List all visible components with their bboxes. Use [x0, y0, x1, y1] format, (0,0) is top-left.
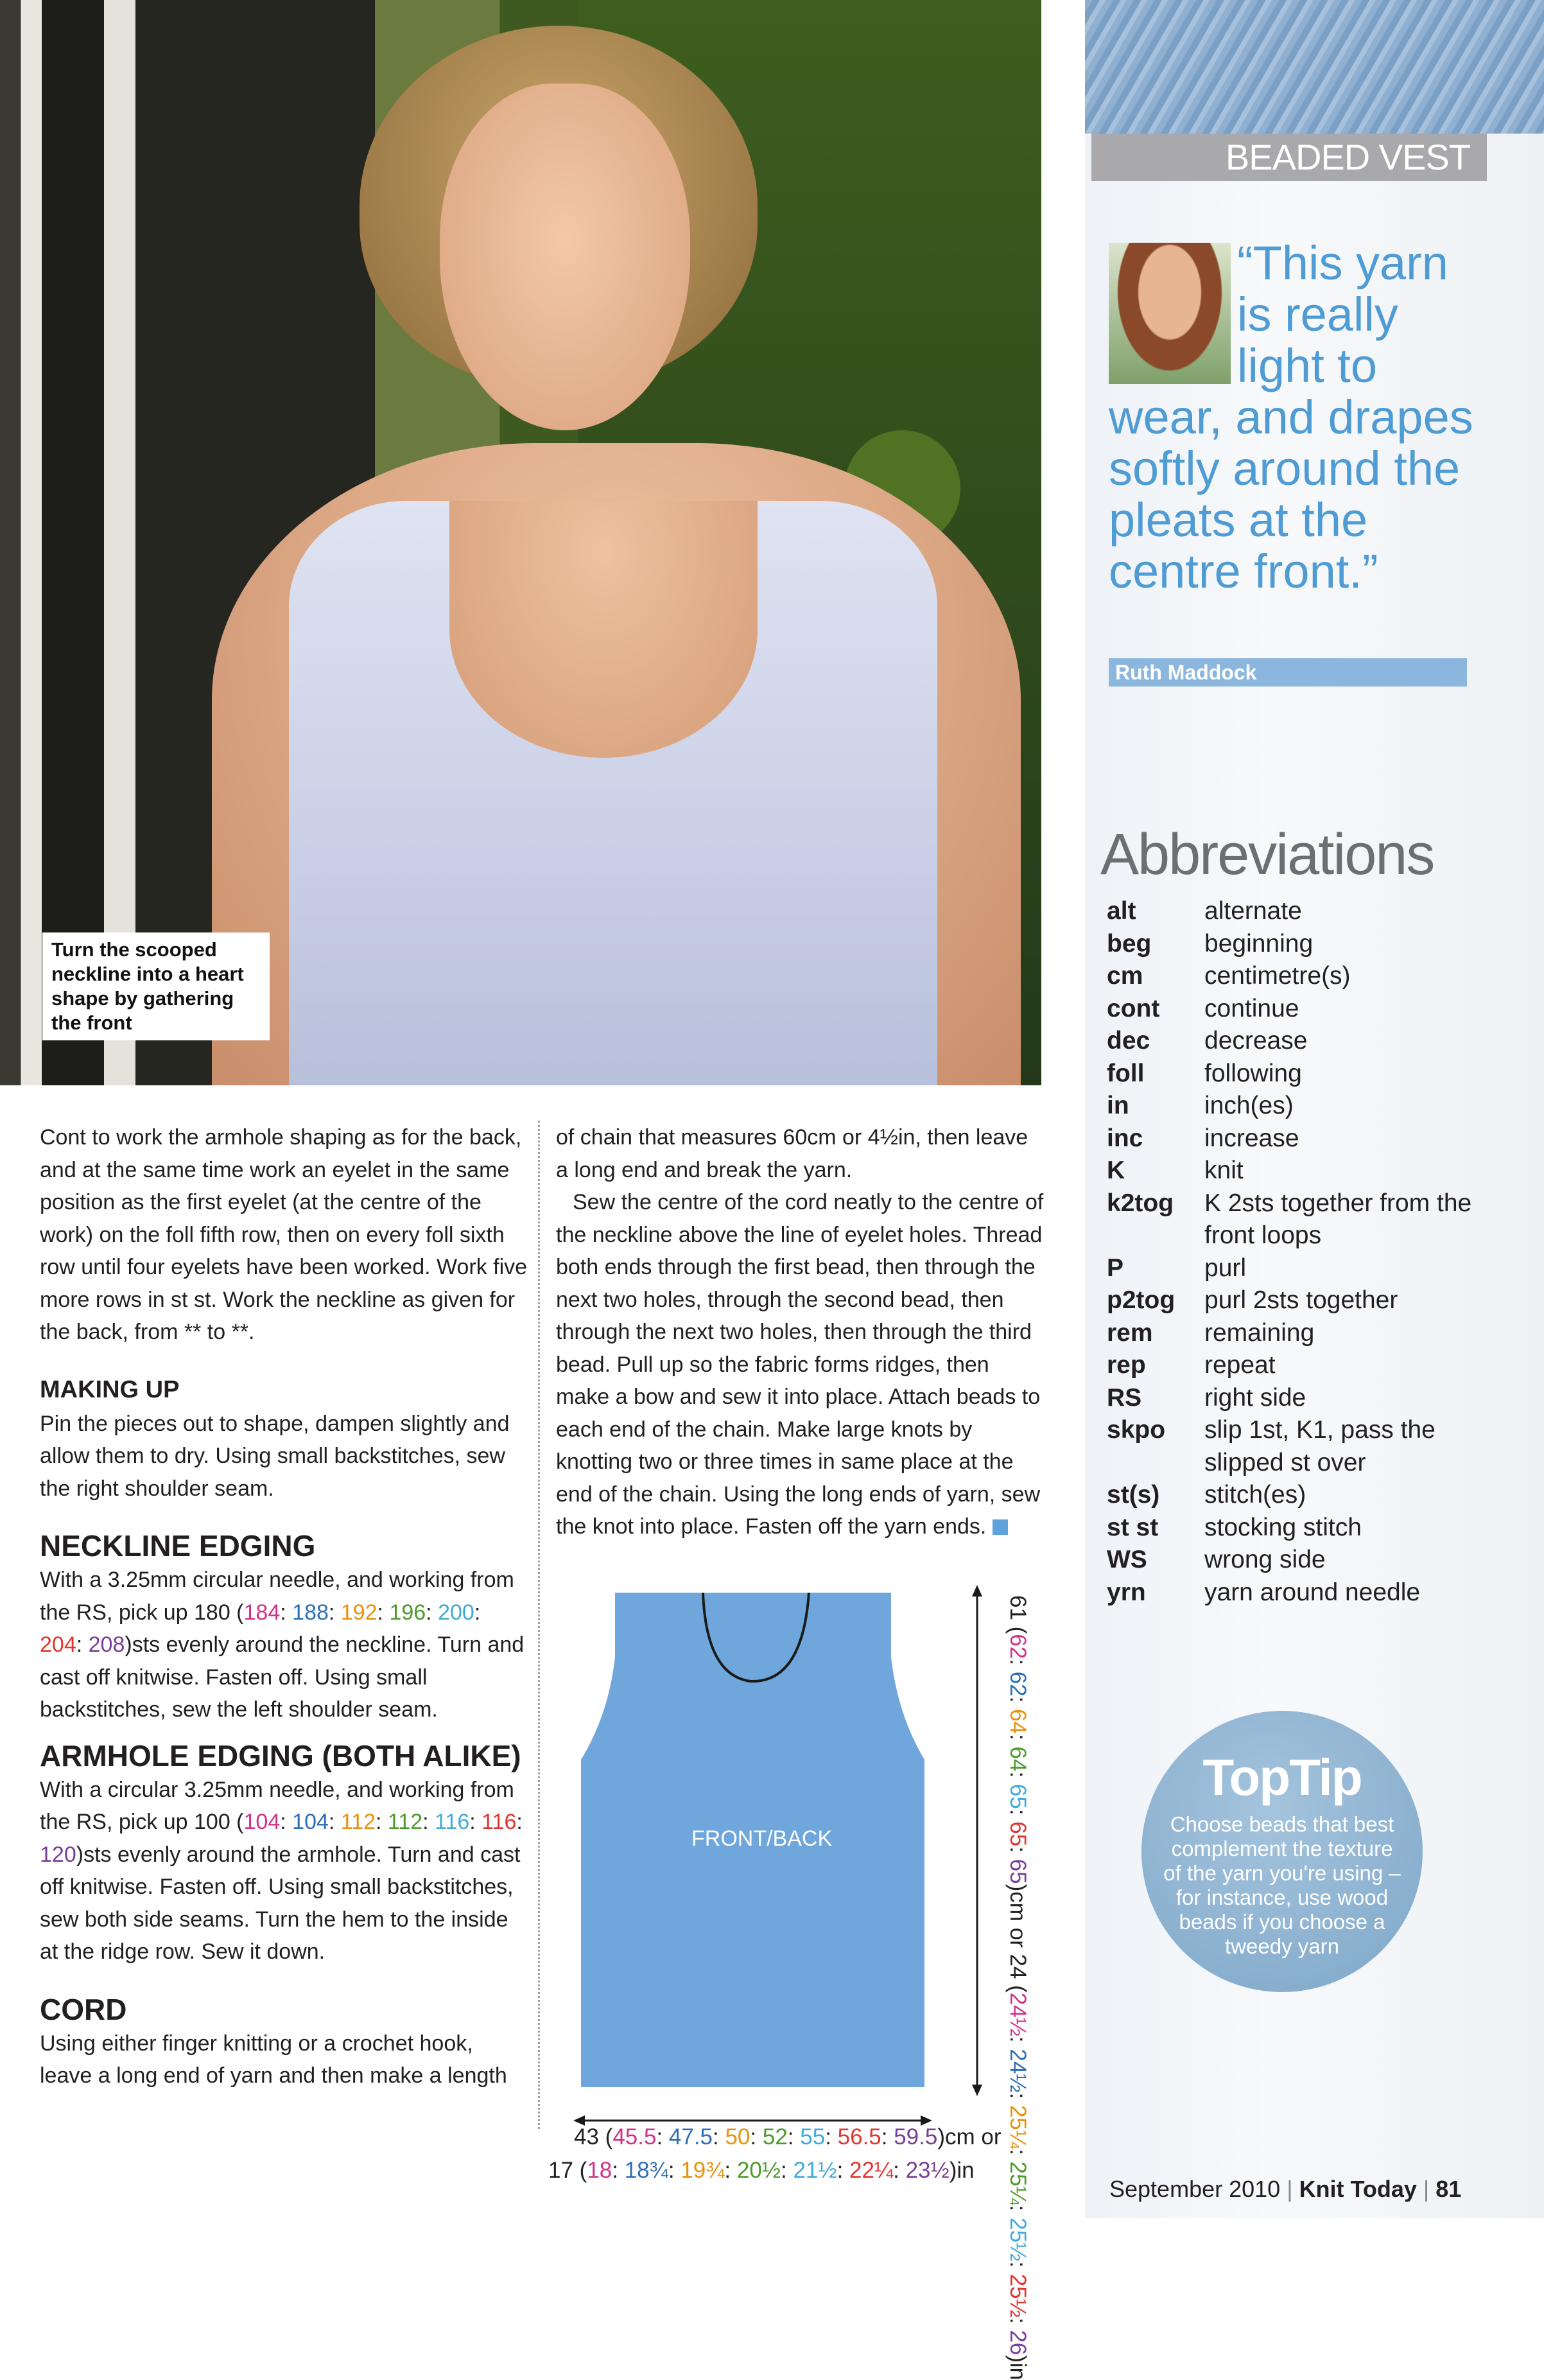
abbreviation-row: [1107, 1252, 1492, 1285]
end-mark-icon: [993, 1519, 1008, 1535]
abbreviation-row: [1107, 1025, 1492, 1058]
top-tip-title: TopTip: [1202, 1749, 1362, 1806]
quote-text: “This yarn is really light to wear, and drapes softly around the pleats at the centre front.”: [1109, 236, 1473, 598]
footer-page-number: 81: [1436, 2176, 1462, 2202]
abbreviation-term: K: [1107, 1157, 1125, 1184]
column-divider: [538, 1121, 540, 2129]
abbreviation-meaning: repeat: [1204, 1351, 1276, 1379]
abbreviation-meaning: stocking stitch: [1204, 1513, 1362, 1541]
photo-caption: Turn the scooped neckline into a heart shape by gathering the front: [42, 932, 270, 1040]
cord-heading: CORD: [40, 1992, 127, 2026]
width-measurement-in: 17 (18: 18¾: 19¾: 20½: 21½: 22¼: 23½)in: [548, 2158, 975, 2183]
abbreviation-meaning: continue: [1204, 994, 1299, 1022]
width-measurement-cm: 43 (45.5: 47.5: 50: 52: 55: 56.5: 59.5)cm or: [574, 2124, 1002, 2149]
abbreviation-term: P: [1107, 1254, 1124, 1282]
abbreviation-meaning: purl: [1204, 1254, 1247, 1282]
abbreviation-row: [1107, 1512, 1492, 1544]
abbreviation-row: [1107, 1414, 1492, 1479]
model-figure: [212, 141, 1021, 1085]
abbreviation-row: [1107, 1317, 1492, 1350]
abbreviation-term: RS: [1107, 1383, 1142, 1412]
top-tip-body: Choose beads that best complement the texture of the yarn you're using – for instance, use wood beads if you choose a tweedy yarn: [1163, 1812, 1401, 1958]
vest-neckline: [449, 501, 758, 758]
abbreviation-row: [1107, 1479, 1492, 1512]
yarn-photo: [1085, 0, 1544, 134]
intro-paragraph: Cont to work the armhole shaping as for the back, and at the same time work an eyelet in the same position as the first eyelet (at the centre of the work) on the foll fifth row, then on every foll sixth row until four eyelets have been worked. Work five more rows in st st. Work the neckline as given for the back, from ** to **.: [40, 1125, 528, 1344]
height-measurement: 61 (62: 62: 64: 64: 65: 65: 65)cm or 24 (24½: 24½: 25¼: 25¼: 25½: 25½: 26)in: [1005, 1595, 1030, 2380]
footer-magazine: Knit Today: [1299, 2176, 1417, 2202]
abbreviation-row: [1107, 895, 1492, 928]
making-up-heading: MAKING UP: [40, 1376, 180, 1403]
abbreviation-meaning: decrease: [1204, 1027, 1308, 1054]
cord-paragraph: Using either finger knitting or a crochet hook, leave a long end of yarn and then make a length: [40, 2031, 507, 2088]
abbreviation-term: cont: [1107, 994, 1160, 1022]
abbreviation-meaning: inch(es): [1204, 1092, 1294, 1119]
section-tag: BEADED VEST: [1091, 134, 1487, 181]
abbreviation-meaning: right side: [1204, 1383, 1306, 1412]
quote-author: Ruth Maddock: [1109, 658, 1467, 687]
abbreviation-term: inc: [1107, 1124, 1143, 1152]
abbreviation-meaning: stitch(es): [1204, 1481, 1306, 1509]
abbreviation-meaning: alternate: [1204, 897, 1302, 925]
abbreviation-term: alt: [1107, 897, 1136, 925]
abbreviation-term: st(s): [1107, 1481, 1160, 1509]
abbreviation-meaning: purl 2sts together: [1204, 1286, 1398, 1314]
schematic-diagram: [546, 1567, 1046, 2380]
abbreviation-row: [1107, 1349, 1492, 1382]
abbreviation-row: [1107, 1577, 1492, 1609]
abbreviations-title: Abbreviations: [1100, 823, 1434, 887]
neckline-edging-heading: NECKLINE EDGING: [40, 1529, 316, 1562]
abbreviation-meaning: remaining: [1204, 1318, 1315, 1347]
finishing-paragraph: Sew the centre of the cord neatly to the centre of the neckline above the line of eyelet holes. Thread both ends through the first bead, then through the next two holes, through the second bead, then through the next two holes, then through the third bead. Pull up so the fabric forms ridges, then make a bow and sew it into place. Attach beads to each end of the chain. Make large knots by knotting two or three times in same place at the end of the chain. Using the long ends of yarn, sew the knot into place. Fasten off the yarn ends.: [556, 1190, 1044, 1539]
hero-photo: [0, 0, 1041, 1085]
abbreviation-row: [1107, 960, 1492, 993]
abbreviation-term: dec: [1107, 1027, 1150, 1054]
model-face: [440, 83, 690, 430]
abbreviation-term: in: [1107, 1092, 1129, 1119]
abbreviation-meaning: centimetre(s): [1204, 962, 1351, 990]
author-portrait: [1109, 243, 1231, 384]
abbreviation-term: yrn: [1107, 1578, 1146, 1606]
page-footer: September 2010 | Knit Today | 81: [1109, 2176, 1462, 2202]
panel-label: FRONT/BACK: [691, 1826, 833, 1851]
abbreviation-row: [1107, 993, 1492, 1026]
armhole-edging-heading: ARMHOLE EDGING (BOTH ALIKE): [40, 1738, 521, 1772]
text-column-right: [556, 1121, 1044, 1543]
top-tip-badge: [1141, 1711, 1423, 1992]
abbreviation-term: skpo: [1107, 1416, 1166, 1444]
abbreviation-term: foll: [1107, 1059, 1145, 1087]
abbreviation-term: WS: [1107, 1546, 1147, 1573]
abbreviation-meaning: wrong side: [1204, 1546, 1326, 1573]
abbreviation-term: k2tog: [1107, 1189, 1174, 1217]
abbreviation-meaning: increase: [1204, 1124, 1299, 1152]
abbreviation-row: [1107, 1155, 1492, 1187]
abbreviation-row: [1107, 1187, 1492, 1252]
abbreviation-row: [1107, 1090, 1492, 1123]
abbreviation-row: [1107, 1123, 1492, 1155]
neckline-edging-paragraph: With a 3.25mm circular needle, and working from the RS, pick up 180 (184: 188: 192: 196: 200: 204: 208)sts evenly around the neckline. Turn and cast off knitwise. Fasten off. Using small backstitches, sew the left shoulder seam.: [40, 1568, 525, 1722]
abbreviation-term: p2tog: [1107, 1286, 1175, 1314]
abbreviation-meaning: K 2sts together from the front loops: [1204, 1189, 1472, 1249]
abbreviation-term: st st: [1107, 1513, 1159, 1541]
abbreviation-meaning: beginning: [1204, 929, 1314, 958]
abbreviation-term: rep: [1107, 1351, 1146, 1379]
footer-date: September 2010: [1109, 2176, 1281, 2202]
armhole-edging-paragraph: With a circular 3.25mm needle, and working from the RS, pick up 100 (104: 104: 112: 112: 116: 116: 120)sts evenly around the armhole. Turn and cast off knitwise. Fasten off. Using small backstitches, sew both side seams. Turn the hem to the inside at the ridge row. Sew it down.: [40, 1777, 523, 1964]
abbreviation-term: cm: [1107, 962, 1143, 990]
abbreviation-meaning: following: [1204, 1059, 1302, 1087]
abbreviation-row: [1107, 1284, 1492, 1317]
abbreviations-list: [1107, 895, 1492, 1609]
abbreviation-term: beg: [1107, 929, 1152, 958]
abbreviation-row: [1107, 1382, 1492, 1415]
abbreviation-term: rem: [1107, 1318, 1153, 1347]
abbreviation-row: [1107, 1058, 1492, 1090]
abbreviation-row: [1107, 1544, 1492, 1577]
schematic-svg: [546, 1567, 1046, 2380]
abbreviation-meaning: knit: [1204, 1157, 1244, 1184]
making-up-paragraph: Pin the pieces out to shape, dampen slightly and allow them to dry. Using small backstitches, sew the right shoulder seam.: [40, 1411, 510, 1501]
abbreviation-meaning: yarn around needle: [1204, 1578, 1421, 1606]
cord-continued-paragraph: of chain that measures 60cm or 4½in, then leave a long end and break the yarn.: [556, 1125, 1028, 1182]
text-column-left: [40, 1121, 528, 2092]
abbreviation-meaning: slip 1st, K1, pass the slipped st over: [1204, 1416, 1436, 1476]
abbreviation-row: [1107, 928, 1492, 961]
